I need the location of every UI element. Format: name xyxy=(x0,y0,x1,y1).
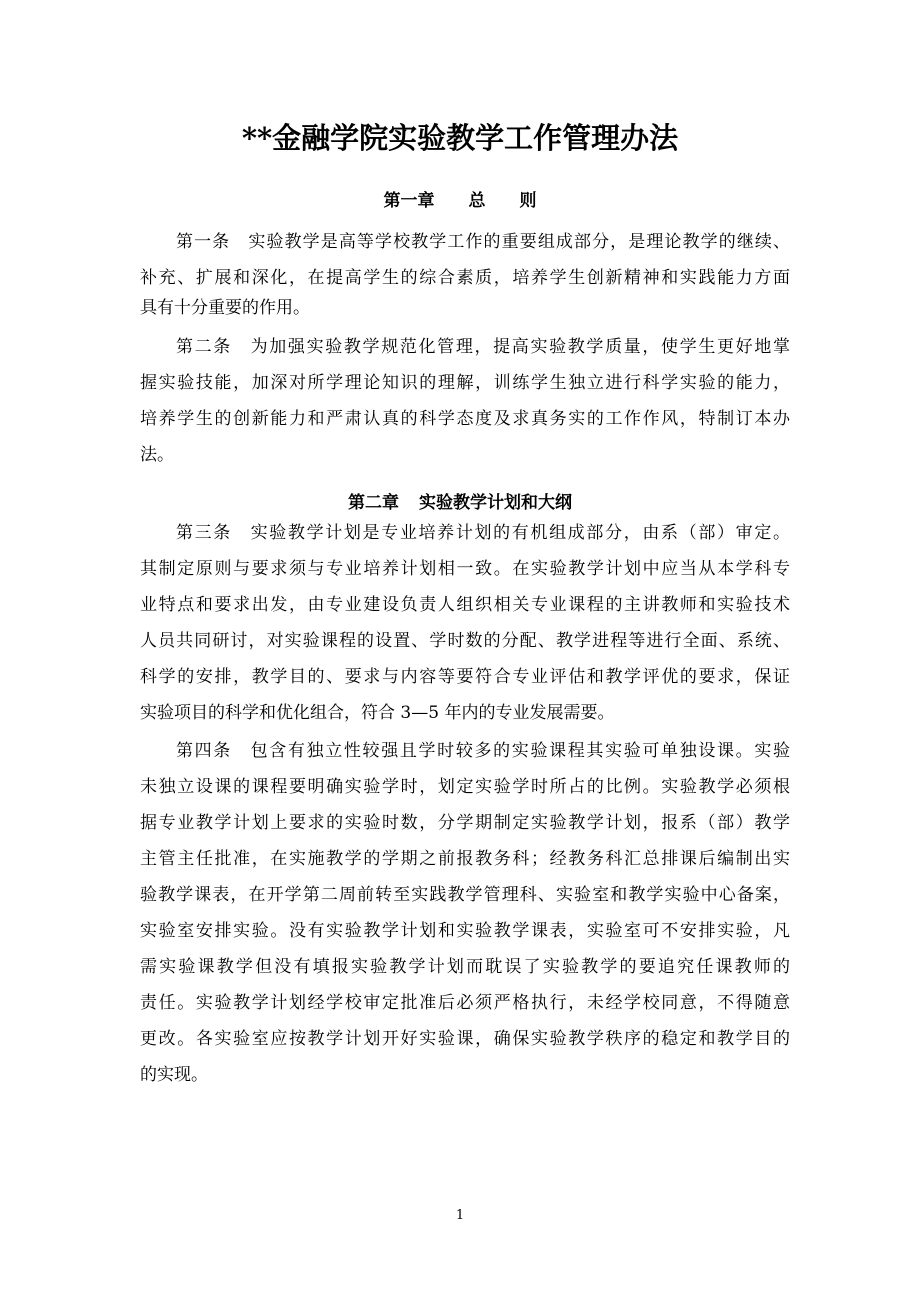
text-line: 第二条 为加强实验教学规范化管理，提高实验教学质量，使学生更好地掌 xyxy=(176,337,790,357)
text-line: 业特点和要求出发，由专业建设负责人组织相关专业课程的主讲教师和实验技术 xyxy=(140,595,790,615)
chapter-title-part: 则 xyxy=(519,191,537,211)
text-line: 法。 xyxy=(140,445,174,465)
text-line: 未独立设课的课程要明确实验学时，划定实验学时所占的比例。实验教学必须根 xyxy=(140,777,790,797)
text-line: 责任。实验教学计划经学校审定批准后必须严格执行，未经学校同意，不得随意 xyxy=(140,993,790,1013)
chapter-number: 第一章 xyxy=(383,191,435,211)
text-line: 第三条 实验教学计划是专业培养计划的有机组成部分，由系（部）审定。 xyxy=(176,523,790,543)
text-line: 人员共同研讨，对实验课程的设置、学时数的分配、教学进程等进行全面、系统、 xyxy=(140,631,790,651)
text-line: 的实现。 xyxy=(140,1065,208,1085)
text-line: 补充、扩展和深化，在提高学生的综合素质，培养学生创新精神和实践能力方面 xyxy=(140,268,790,288)
text-line: 主管主任批准，在实施教学的学期之前报教务科；经教务科汇总排课后编制出实 xyxy=(140,849,790,869)
text-line: 需实验课教学但没有填报实验教学计划而耽误了实验教学的要追究任课教师的 xyxy=(140,957,790,977)
text-line: 具有十分重要的作用。 xyxy=(140,298,310,318)
chapter-heading-2 xyxy=(0,490,920,516)
text-line: 握实验技能，加深对所学理论知识的理解，训练学生独立进行科学实验的能力， xyxy=(140,373,790,393)
text-line: 第一条 实验教学是高等学校教学工作的重要组成部分，是理论教学的继续、 xyxy=(176,232,790,252)
text-line: 科学的安排，教学目的、要求与内容等要符合专业评估和教学评优的要求，保证 xyxy=(140,667,790,687)
text-line: 培养学生的创新能力和严肃认真的科学态度及求真务实的工作作风，特制订本办 xyxy=(140,409,790,429)
text-line: 实验项目的科学和优化组合，符合 3—5 年内的专业发展需要。 xyxy=(140,703,615,723)
text-line: 更改。各实验室应按教学计划开好实验课，确保实验教学秩序的稳定和教学目的 xyxy=(140,1029,790,1049)
text-line: 验教学课表，在开学第二周前转至实践教学管理科、实验室和教学实验中心备案， xyxy=(140,885,790,905)
chapter-heading-1 xyxy=(0,188,920,214)
chapter-title-part: 总 xyxy=(468,191,486,211)
document-title: **金融学院实验教学工作管理办法 xyxy=(241,121,679,155)
chapter-number: 第二章 xyxy=(348,493,399,513)
text-line: 其制定原则与要求须与专业培养计划相一致。在实验教学计划中应当从本学科专 xyxy=(140,559,790,579)
text-line: 据专业教学计划上要求的实验时数，分学期制定实验教学计划，报系（部）教学 xyxy=(140,813,790,833)
page-number: 1 xyxy=(455,1208,465,1223)
chapter-title-part: 实验教学计划和大纲 xyxy=(419,493,572,513)
text-line: 第四条 包含有独立性较强且学时较多的实验课程其实验可单独设课。实验 xyxy=(176,741,790,761)
text-line: 实验室安排实验。没有实验教学计划和实验教学课表，实验室可不安排实验，凡 xyxy=(140,921,790,941)
